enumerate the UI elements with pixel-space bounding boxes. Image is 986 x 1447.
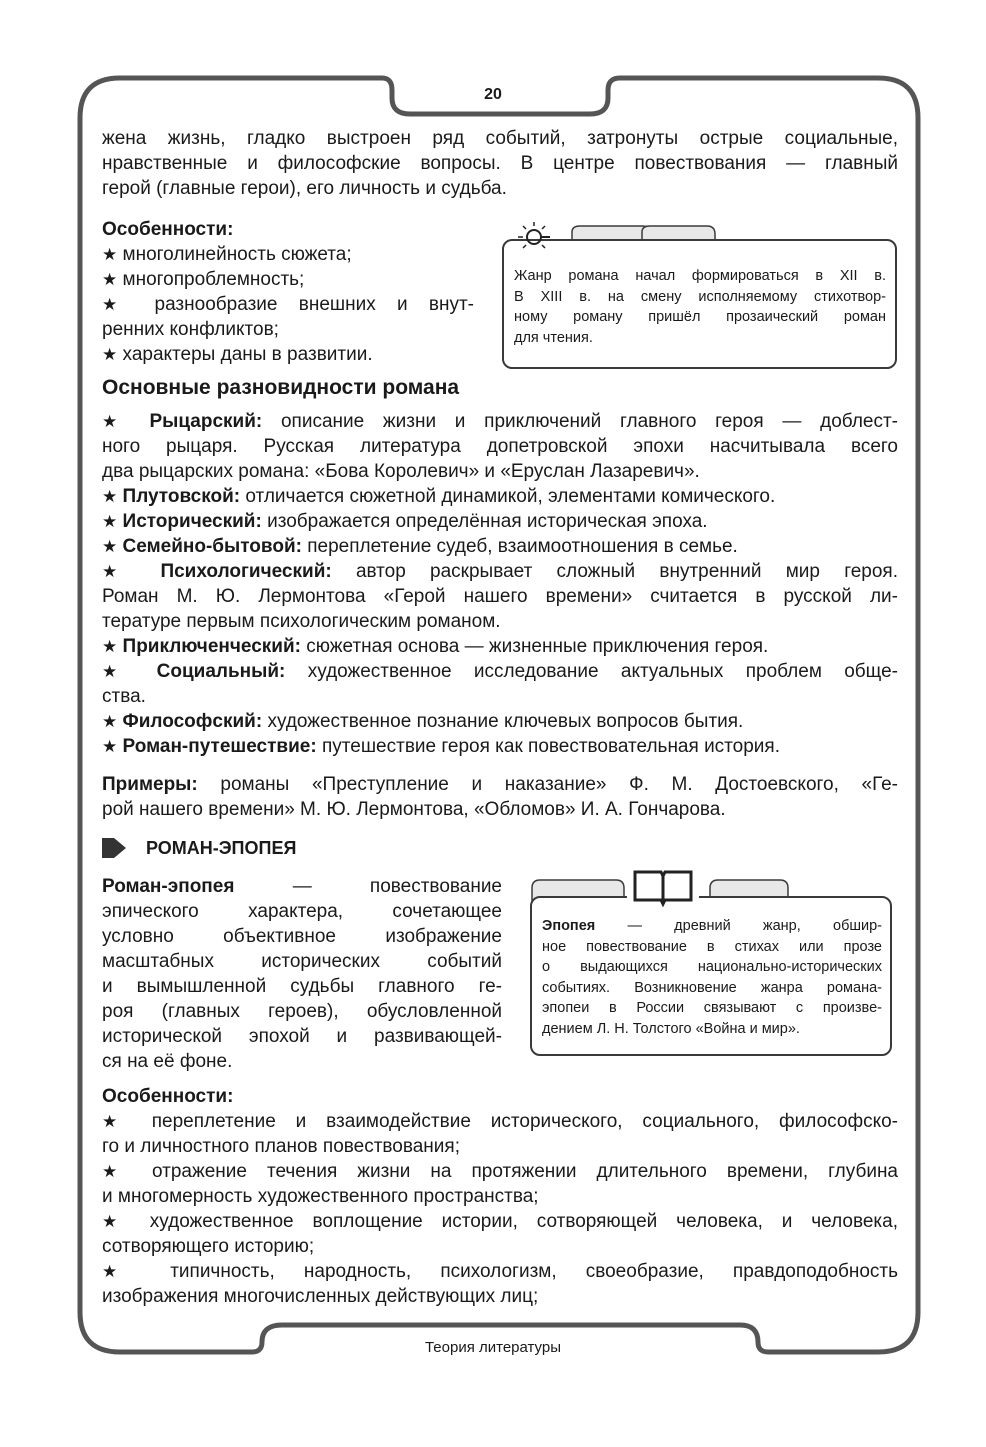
section-title: РОМАН-ЭПОПЕЯ	[146, 838, 297, 858]
list-item: ★ Психологический: автор раскрывает сложный внутренний мир героя.	[102, 561, 898, 582]
list-item: ★ Приключенческий: сюжетная основа — жизненные приключения героя.	[102, 636, 769, 657]
note-text	[542, 916, 882, 1039]
epopee-definition	[102, 874, 502, 1074]
star-icon: ★	[102, 662, 135, 681]
text-line: тературе первым психологическим романом.	[102, 611, 501, 632]
list-item: ренних конфликтов;	[102, 319, 279, 340]
text-line: изображения многочисленных действующих лиц;	[102, 1286, 539, 1307]
text-line: герой (главные герои), его личность и судьба.	[102, 178, 507, 199]
section-title: Основные разновидности романа	[102, 376, 460, 399]
note-text	[514, 266, 886, 348]
list-item: ★ многопроблемность;	[102, 269, 305, 290]
text-line: Роман М. Ю. Лермонтова «Герой нашего времени» считается в русской ли-	[102, 586, 898, 607]
star-icon: ★	[102, 1162, 132, 1181]
star-icon: ★	[102, 270, 118, 289]
text-line: го и личностного планов повествования;	[102, 1136, 460, 1157]
text-line: ному роману пришёл прозаический роман	[514, 309, 886, 325]
star-icon: ★	[102, 487, 118, 506]
text-line: сотворяющего историю;	[102, 1236, 315, 1257]
list-item: ★ Исторический: изображается определённая историческая эпоха.	[102, 511, 708, 532]
list-item: ★ Роман-путешествие: путешествие героя как повествовательная история.	[102, 736, 780, 757]
lightbulb-icon	[510, 218, 558, 254]
text-line: о выдающихся национально-исторических	[542, 959, 882, 975]
star-icon: ★	[102, 345, 118, 364]
arrow-marker-icon	[100, 836, 128, 860]
star-icon: ★	[102, 1212, 131, 1231]
list-item: ★ Рыцарский: описание жизни и приключений главного героя — доблест-	[102, 411, 899, 432]
text-line: Жанр романа начал формироваться в XII в.	[514, 268, 886, 284]
text-line: событиях. Возникновение жанра романа-	[542, 979, 882, 996]
text-line: ного рыцаря. Русская литература допетровской эпохи насчитывала всего	[102, 436, 898, 457]
star-icon: ★	[102, 637, 118, 656]
star-icon: ★	[102, 737, 118, 756]
examples-paragraph	[102, 772, 898, 822]
star-icon: ★	[102, 512, 118, 531]
text-line: жена жизнь, гладко выстроен ряд событий, затронуты острые социальные,	[102, 128, 898, 149]
list-item: ★ Семейно-бытовой: переплетение судеб, взаимоотношения в семье.	[102, 536, 738, 557]
section-heading: Особенности:	[102, 1086, 234, 1107]
intro-paragraph	[102, 126, 898, 201]
list-item: ★ переплетение и взаимодействие исторического, социального, философско-	[102, 1111, 898, 1132]
text-line: роя (главных героев), обусловленной	[102, 1001, 502, 1022]
list-item: ★ характеры даны в развитии.	[102, 344, 373, 365]
list-item: ★ отражение течения жизни на протяжении длительного времени, глубина	[102, 1161, 899, 1182]
features-list	[102, 217, 474, 367]
list-item: ★ разнообразие внешних и внут-	[102, 294, 474, 315]
text-line: эпического характера, сочетающее	[102, 901, 502, 922]
text-line: для чтения.	[514, 329, 593, 346]
text-line: Примеры: романы «Преступление и наказание» Ф. М. Достоевского, «Ге-	[102, 774, 899, 795]
list-item: ★ многолинейность сюжета;	[102, 244, 352, 265]
list-item: ★ Социальный: художественное исследование актуальных проблем обще-	[102, 661, 898, 682]
list-item: ★ художественное воплощение истории, сотворяющей человека, и человека,	[102, 1211, 898, 1232]
text-line: рой нашего времени» М. Ю. Лермонтова, «Обломов» И. А. Гончарова.	[102, 799, 726, 820]
star-icon: ★	[102, 295, 134, 314]
text-line: и вымышленной судьбы главного ге-	[102, 976, 502, 997]
star-icon: ★	[102, 245, 118, 264]
list-item: ★ Философский: художественное познание ключевых вопросов бытия.	[102, 711, 744, 732]
features-list	[102, 1084, 898, 1309]
text-line: условно объективное изображение	[102, 926, 502, 947]
list-item: ★ Плутовской: отличается сюжетной динамикой, элементами комического.	[102, 486, 776, 507]
text-line: исторической эпохой и развивающей-	[102, 1026, 502, 1047]
text-line: дением Л. Н. Толстого «Война и мир».	[542, 1020, 800, 1037]
star-icon: ★	[102, 1262, 142, 1281]
text-line: ся на её фоне.	[102, 1051, 233, 1072]
text-line: Роман-эпопея — повествование	[102, 876, 502, 897]
star-icon: ★	[102, 1112, 132, 1131]
text-line: Эпопея — древний жанр, обшир-	[542, 918, 882, 934]
list-item: ★ типичность, народность, психологизм, своеобразие, правдоподобность	[102, 1261, 899, 1282]
book-icon	[627, 862, 699, 908]
text-line: нравственные и философские вопросы. В центре повествования — главный	[102, 153, 898, 174]
text-line: В XIII в. на смену исполняемому стихотвор-	[514, 288, 886, 305]
star-icon: ★	[102, 712, 118, 731]
page-number: 20	[484, 86, 502, 103]
text-line: ное повествование в стихах или прозе	[542, 938, 882, 955]
star-icon: ★	[102, 537, 118, 556]
text-line: масштабных исторических событий	[102, 951, 502, 972]
star-icon: ★	[102, 412, 131, 431]
footer-title: Теория литературы	[424, 1339, 562, 1356]
text-line: два рыцарских романа: «Бова Королевич» и «Еруслан Лазаревич».	[102, 461, 700, 482]
text-line: и многомерность художественного пространства;	[102, 1186, 539, 1207]
star-icon: ★	[102, 562, 137, 581]
text-line: эпопеи в России связывают с произве-	[542, 1000, 882, 1016]
section-heading: Особенности:	[102, 219, 234, 240]
varieties-list	[102, 409, 898, 759]
text-line: ства.	[102, 686, 146, 707]
